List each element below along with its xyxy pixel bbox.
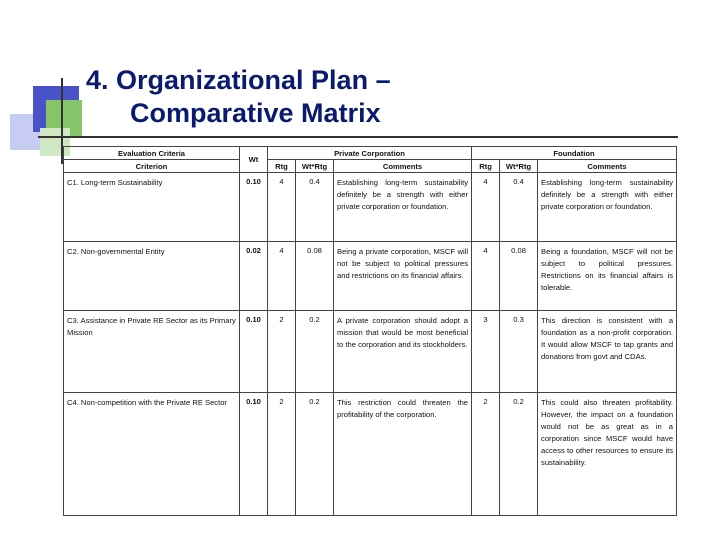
header-criterion: Criterion bbox=[64, 160, 240, 173]
weight-cell: 0.02 bbox=[240, 242, 268, 311]
criterion-cell: C2. Non-governmental Entity bbox=[64, 242, 240, 311]
header-pc-rtg: Rtg bbox=[268, 160, 296, 173]
header-f-rtg: Rtg bbox=[472, 160, 500, 173]
pc-weighted-cell: 0.2 bbox=[296, 392, 334, 515]
slide-title-line1: 4. Organizational Plan – bbox=[86, 65, 391, 95]
header-private-corporation: Private Corporation bbox=[268, 147, 472, 160]
pc-comment-cell: Establishing long-term sustainability definitely be a strength with either private corporation or foundation. bbox=[334, 173, 472, 242]
pc-comment-cell: Being a private corporation, MSCF will not be subject to political pressures and restrictions on its financial affairs. bbox=[334, 242, 472, 311]
f-weighted-cell: 0.4 bbox=[500, 173, 538, 242]
pc-comment-cell: This restriction could threaten the profitability of the corporation. bbox=[334, 392, 472, 515]
f-rating-cell: 3 bbox=[472, 311, 500, 393]
header-pc-comments: Comments bbox=[334, 160, 472, 173]
table-row bbox=[64, 311, 677, 393]
f-weighted-cell: 0.3 bbox=[500, 311, 538, 393]
table-row bbox=[64, 392, 677, 515]
slide-title bbox=[86, 64, 391, 130]
pc-weighted-cell: 0.4 bbox=[296, 173, 334, 242]
title-underline-rule bbox=[38, 136, 678, 138]
slide-title-line2: Comparative Matrix bbox=[130, 98, 381, 128]
f-comment-cell: This could also threaten profitability. However, the impact on a foundation would not be as great as in a corporation since MSCF would have access to other resources to ensure its sustainability. bbox=[538, 392, 677, 515]
header-evaluation-criteria: Evaluation Criteria bbox=[64, 147, 240, 160]
comparative-matrix-table bbox=[63, 146, 677, 516]
f-rating-cell: 2 bbox=[472, 392, 500, 515]
f-comment-cell: Establishing long-term sustainability definitely be a strength with either private corporation or foundation. bbox=[538, 173, 677, 242]
pc-rating-cell: 2 bbox=[268, 311, 296, 393]
pc-weighted-cell: 0.08 bbox=[296, 242, 334, 311]
criterion-cell: C3. Assistance in Private RE Sector as its Primary Mission bbox=[64, 311, 240, 393]
weight-cell: 0.10 bbox=[240, 311, 268, 393]
f-weighted-cell: 0.08 bbox=[500, 242, 538, 311]
weight-cell: 0.10 bbox=[240, 173, 268, 242]
f-rating-cell: 4 bbox=[472, 173, 500, 242]
pc-rating-cell: 4 bbox=[268, 173, 296, 242]
weight-cell: 0.10 bbox=[240, 392, 268, 515]
header-wt: Wt bbox=[240, 147, 268, 173]
header-foundation: Foundation bbox=[472, 147, 677, 160]
f-comment-cell: This direction is consistent with a foundation as a non-profit corporation. It would allow MSCF to tap grants and donations from govt and CDAs. bbox=[538, 311, 677, 393]
criterion-cell: C1. Long-term Sustainability bbox=[64, 173, 240, 242]
table-row bbox=[64, 242, 677, 311]
table-row bbox=[64, 173, 677, 242]
pc-weighted-cell: 0.2 bbox=[296, 311, 334, 393]
header-pc-wt-rtg: Wt*Rtg bbox=[296, 160, 334, 173]
pc-rating-cell: 2 bbox=[268, 392, 296, 515]
f-weighted-cell: 0.2 bbox=[500, 392, 538, 515]
criterion-cell: C4. Non-competition with the Private RE Sector bbox=[64, 392, 240, 515]
f-rating-cell: 4 bbox=[472, 242, 500, 311]
header-f-wt-rtg: Wt*Rtg bbox=[500, 160, 538, 173]
f-comment-cell: Being a foundation, MSCF will not be subject to political pressures. Restrictions on its financial affairs is tolerable. bbox=[538, 242, 677, 311]
header-f-comments: Comments bbox=[538, 160, 677, 173]
pc-rating-cell: 4 bbox=[268, 242, 296, 311]
pc-comment-cell: A private corporation should adopt a mission that would be most beneficial to the corporation and its stockholders. bbox=[334, 311, 472, 393]
